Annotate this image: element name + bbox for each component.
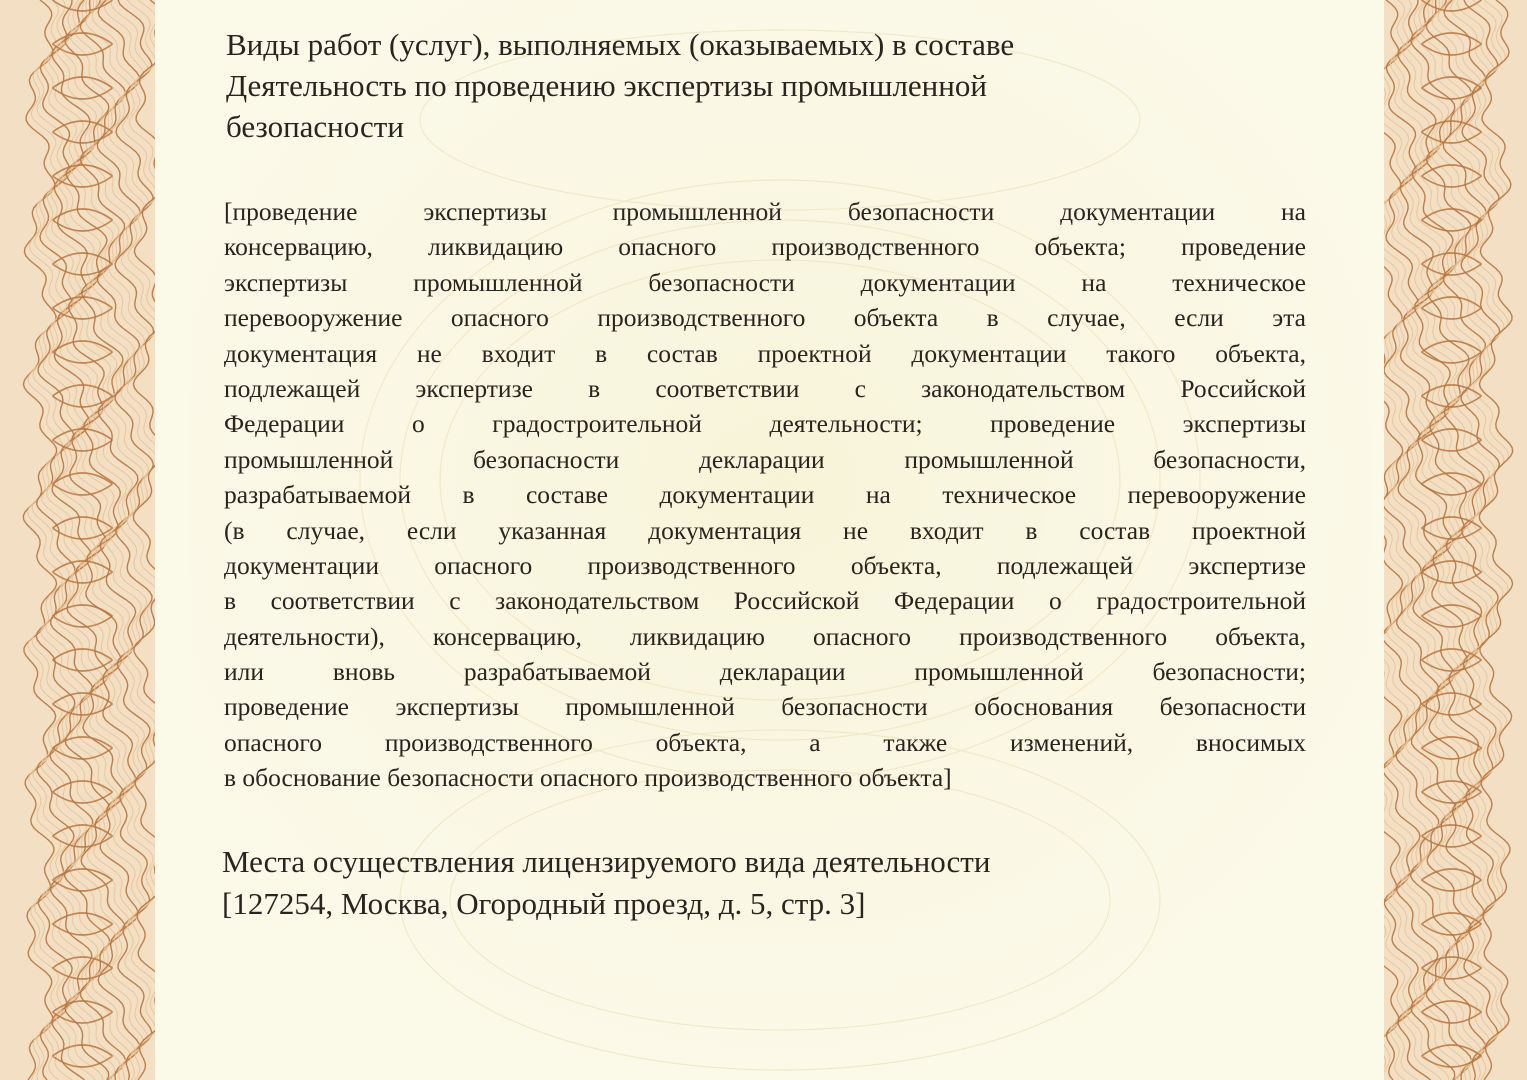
works-line: деятельности), консервацию, ликвидацию опасного производственного объекта, <box>224 621 1306 651</box>
works-line: в обоснование безопасности опасного производственного объекта] <box>224 763 952 793</box>
works-line: или вновь разрабатываемой декларации промышленной безопасности; <box>224 657 1306 687</box>
right-ornamental-border <box>1376 0 1527 1080</box>
works-line: перевооружение опасного производственного объекта в случае, если эта <box>224 303 1306 333</box>
works-line: Федерации о градостроительной деятельности; проведение экспертизы <box>224 409 1306 439</box>
heading-line: безопасности <box>226 109 404 144</box>
left-ornamental-border <box>0 0 165 1080</box>
works-line: промышленной безопасности декларации промышленной безопасности, <box>224 444 1306 474</box>
works-line: документация не входит в состав проектной документации такого объекта, <box>224 338 1306 368</box>
works-line: экспертизы промышленной безопасности документации на техническое <box>224 267 1306 297</box>
works-line: в соответствии с законодательством Российской Федерации о градостроительной <box>224 586 1306 616</box>
works-line: опасного производственного объекта, а также изменений, вносимых <box>224 727 1306 757</box>
works-line: (в случае, если указанная документация не входит в состав проектной <box>224 515 1306 545</box>
works-line: документации опасного производственного объекта, подлежащей экспертизе <box>224 550 1306 580</box>
works-line: [проведение экспертизы промышленной безопасности документации на <box>224 197 1306 226</box>
heading-line: Деятельность по проведению экспертизы промышленной <box>226 68 987 103</box>
works-line: консервацию, ликвидацию опасного производственного объекта; проведение <box>224 232 1306 262</box>
places-address: [127254, Москва, Огородный проезд, д. 5, стр. 3] <box>222 886 866 921</box>
works-line: подлежащей экспертизе в соответствии с законодательством Российской <box>224 373 1306 403</box>
works-list-paragraph <box>224 194 1306 796</box>
works-line: проведение экспертизы промышленной безопасности обоснования безопасности <box>224 692 1306 722</box>
places-label: Места осуществления лицензируемого вида деятельности <box>222 844 991 879</box>
activity-heading <box>226 24 1226 147</box>
works-line: разрабатываемой в составе документации на техническое перевооружение <box>224 480 1306 510</box>
heading-line: Виды работ (услуг), выполняемых (оказываемых) в составе <box>226 27 1015 62</box>
document-content <box>222 0 1312 1080</box>
